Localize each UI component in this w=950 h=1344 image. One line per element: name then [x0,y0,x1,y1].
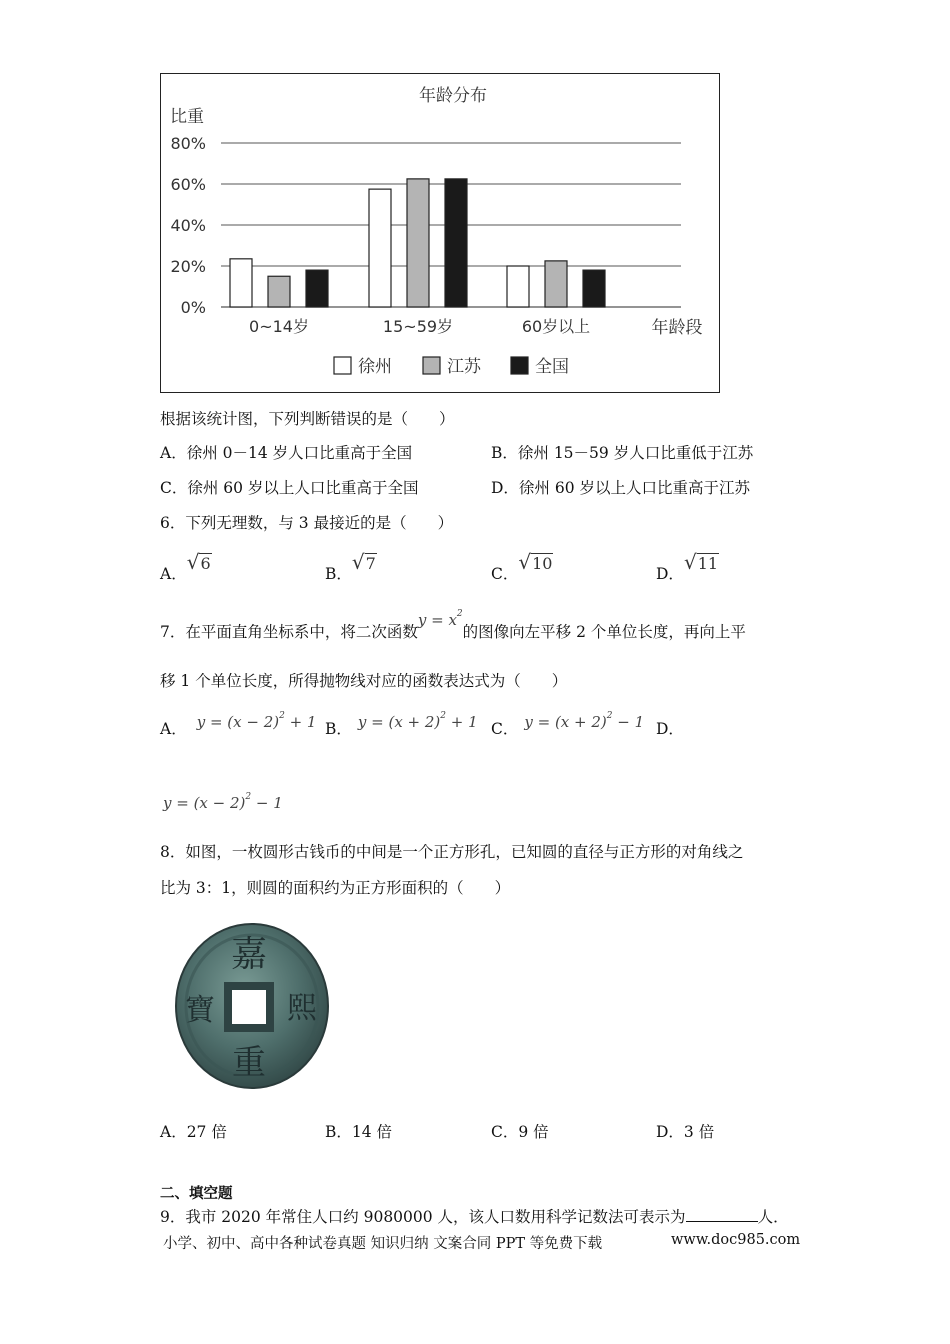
sqrt-7-value: 7 [365,554,376,573]
coin-char-left: 寶 [185,993,215,1028]
q7-c-exp: 2 [606,711,613,721]
legend-label: 江苏 [447,357,481,377]
q7-b-tail: + 1 [446,713,478,731]
q8-option-a: A．27 倍 [160,1123,227,1141]
footer-left-text: 小学、初中、高中各种试卷真题 知识归纳 文案合同 PPT 等免费下载 [163,1236,603,1252]
q5-option-a: A．徐州 0－14 岁人口比重高于全国 [160,444,413,462]
q6-stem: 6．下列无理数，与 3 最接近的是（ ） [160,514,454,532]
q6-option-b [325,550,377,583]
x-axis-label: 年龄段 [651,318,703,338]
q7-c-base: y = (x + 2) [524,713,607,731]
q7-stem-line1 [160,609,746,645]
sqrt-11-value: 11 [697,554,719,573]
q5-stem: 根据该统计图，下列判断错误的是（ ） [160,410,455,428]
q8-option-d: D．3 倍 [656,1123,715,1141]
bar [230,259,252,307]
q6-option-b-label: B． [325,565,352,583]
bar [583,270,605,307]
y-tick-label: 40% [170,216,206,235]
q7-option-a-expr [197,713,317,731]
x-tick-label: 0~14岁 [249,317,309,336]
q7-a-tail: + 1 [284,713,317,731]
q6-option-a-label: A． [160,565,187,583]
x-tick-label: 15~59岁 [382,317,454,336]
q5-option-b: B．徐州 15－59 岁人口比重低于江苏 [491,444,754,462]
q8-option-c: C．9 倍 [491,1123,549,1141]
y-tick-label: 80% [170,134,206,153]
chart-title: 年龄分布 [419,86,487,106]
q7-d-base: y = (x − 2) [163,794,246,812]
bar [545,261,567,307]
sqrt-10: √10 [518,550,553,574]
sqrt-11: √11 [683,550,719,574]
q9-text-after: 人． [757,1208,789,1226]
q5-option-d: D．徐州 60 岁以上人口比重高于江苏 [491,479,751,497]
q7-option-b [325,711,478,738]
section-title-fill-in: 二、填空题 [160,1186,233,1202]
footer-url: www.doc985.com [671,1232,801,1248]
q7-a-base: y = (x − 2) [196,713,280,731]
q8-line2: 比为 3：1，则圆的面积约为正方形面积的（ ） [160,879,511,897]
ancient-coin-image [172,922,332,1092]
x-tick-label: 60岁以上 [521,317,591,336]
q7-function [418,611,463,629]
q7-option-b-expr [358,713,478,731]
q7-option-a-label: A． [160,720,187,738]
q7-b-exp: 2 [440,711,447,721]
q7-stem-line2: 移 1 个单位长度，所得抛物线对应的函数表达式为（ ） [160,672,568,690]
q7-option-d-expr [163,793,283,816]
q6-option-c [491,550,553,583]
q7-option-c-expr [524,713,644,731]
bar [306,270,328,307]
q6-option-d-label: D． [656,565,684,583]
sqrt-6: √6 [186,550,211,574]
q9-text-before: 9．我市 2020 年常住人口约 9080000 人，该人口数用科学记数法可表示为 [160,1208,686,1226]
legend-label: 全国 [535,357,569,377]
q7-function-expr: y = x [417,611,457,629]
coin-char-right: 熙 [287,991,317,1026]
q6-option-c-label: C． [491,565,519,583]
q8-option-b: B．14 倍 [325,1123,393,1141]
q7-d-tail: − 1 [251,794,283,812]
q7-stem-part1: 7．在平面直角坐标系中，将二次函数 [160,623,418,641]
bar [268,276,290,307]
q7-option-a [160,711,317,738]
legend-swatch [511,357,528,374]
coin-svg [172,922,332,1092]
q7-stem-part2: 的图像向左平移 2 个单位长度，再向上平 [462,623,746,641]
bar [445,179,467,307]
y-axis-label: 比重 [170,107,204,127]
q8-line1: 8．如图，一枚圆形古钱币的中间是一个正方形孔，已知圆的直径与正方形的对角线之 [160,843,744,861]
sqrt-7: √7 [351,550,376,574]
q7-option-c [491,711,645,738]
q7-b-base: y = (x + 2) [357,713,441,731]
coin-char-top: 嘉 [230,934,268,975]
y-tick-label: 0% [180,298,206,317]
sqrt-10-value: 10 [532,554,553,573]
y-tick-label: 20% [170,257,206,276]
coin-char-bottom: 重 [232,1043,266,1083]
bar [369,189,391,307]
bar [507,266,529,307]
q7-a-exp: 2 [279,711,285,721]
y-tick-label: 60% [170,175,206,194]
sqrt-6-value: 6 [200,554,211,573]
q7-option-b-label: B． [325,720,352,738]
bar [407,179,429,307]
q6-option-a [160,550,212,583]
q7-c-tail: − 1 [612,713,645,731]
q6-option-d [656,550,719,583]
q7-function-exponent: 2 [456,609,463,619]
q5-option-c: C．徐州 60 岁以上人口比重高于全国 [160,479,419,497]
bar-chart-svg [161,74,718,391]
q7-option-d-label: D． [656,720,684,738]
legend-swatch [423,357,440,374]
q9-text [160,1206,789,1227]
q9-answer-blank [686,1206,758,1222]
legend-label: 徐州 [358,357,392,377]
q7-d-exp: 2 [245,792,252,802]
legend-swatch [334,357,351,374]
age-distribution-chart [160,73,720,393]
q7-option-c-label: C． [491,720,519,738]
